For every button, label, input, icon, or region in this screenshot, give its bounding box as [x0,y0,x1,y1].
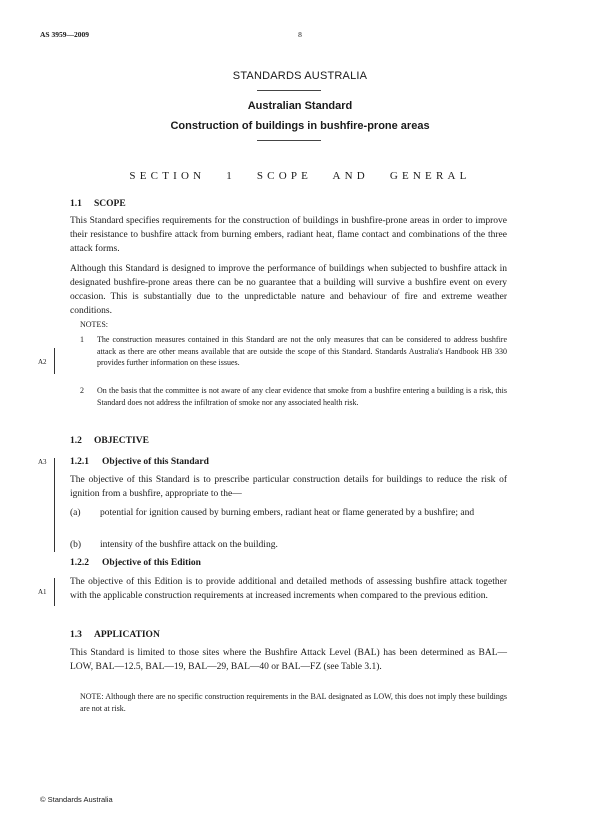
clause-number: 1.3 [70,630,82,640]
clause-title: Objective of this Edition [102,558,201,568]
clause-title: Objective of this Standard [102,457,209,467]
amendment-tag: A1 [38,588,47,596]
note-text: The construction measures contained in this Standard are not the only measures that can be considered to address bushfire attack as there are other means available that are outside the scope of this Standard. Standards Australia's Handbook HB 330 provides further information on these issues. [97,335,507,367]
list-item-text: intensity of the bushfire attack on the building. [100,540,278,550]
clause-1-1-heading [70,199,126,209]
notes-label: NOTES: [80,320,108,329]
clause-1-2-2-heading [70,558,201,568]
objective-paragraph: The objective of this Standard is to prescribe particular construction details for buildings to reduce the risk of ignition from a bushfire, appropriate to the— [70,475,507,499]
amendment-bar [54,578,55,606]
note-text: On the basis that the committee is not aware of any clear evidence that smoke from a bushfire entering a building is a risk, this Standard does not address the infiltration of smoke nor any associated health risk. [97,386,507,407]
application-paragraph: This Standard is limited to those sites where the Bushfire Attack Level (BAL) has been determined as BAL—LOW, BAL—12.5, BAL—19, BAL—29, BAL—40 or BAL—FZ (see Table 3.1). [70,648,507,672]
clause-title: OBJECTIVE [94,436,149,446]
org-name: STANDARDS AUSTRALIA [232,70,368,82]
list-item [70,538,507,552]
title-rule-bottom [257,140,321,141]
list-item [70,506,507,520]
section-heading: SECTION 1 SCOPE AND GENERAL [129,170,471,182]
clause-1-2-heading [70,436,149,446]
amendment-bar [54,458,55,552]
clause-number: 1.2.2 [70,558,89,568]
application-note: NOTE: Although there are no specific construction requirements in the BAL designated as LOW, this does not imply these buildings are not at risk. [80,692,507,713]
note-item [80,385,507,408]
clause-number: 1.2 [70,436,82,446]
clause-1-2-1-heading [70,457,209,467]
clause-number: 1.1 [70,199,82,209]
page-number: 8 [298,30,302,39]
edition-objective-paragraph: The objective of this Edition is to provide additional and detailed methods of assessing bushfire attack together with the applicable construction requirements at increased increments when compared to the previous edition. [70,577,507,601]
note-number: 1 [80,335,84,344]
scope-paragraph-2: Although this Standard is designed to improve the performance of buildings when subjected to bushfire attack in designated bushfire-prone areas there can be no guarantee that a building will survive a bushfire event on every occasion. This is substantially due to the unpredictable nature and behaviour of fire and extreme weather conditions. [70,264,507,316]
clause-title: APPLICATION [94,630,160,640]
clause-title: SCOPE [94,199,126,209]
list-item-text: potential for ignition caused by burning embers, radiant heat or flame generated by a bushfire; and [100,508,475,518]
running-header-doc-id: AS 3959—2009 [40,30,89,39]
standard-type: Australian Standard [247,100,353,112]
list-item-label: (b) [70,540,82,550]
list-item-label: (a) [70,508,81,518]
note-item [80,334,507,369]
amendment-tag: A3 [38,458,47,466]
standard-title: Construction of buildings in bushfire-prone areas [170,120,430,132]
copyright-footer: © Standards Australia [40,795,113,804]
clause-number: 1.2.1 [70,457,89,467]
title-rule-top [257,90,321,91]
scope-paragraph-1: This Standard specifies requirements for the construction of buildings in bushfire-prone areas in order to improve their resistance to bushfire attack from burning embers, radiant heat, flame contact and combinations of the three attack forms. [70,216,507,254]
note-number: 2 [80,386,84,395]
amendment-bar [54,348,55,374]
clause-1-3-heading [70,630,160,640]
amendment-tag: A2 [38,358,47,366]
